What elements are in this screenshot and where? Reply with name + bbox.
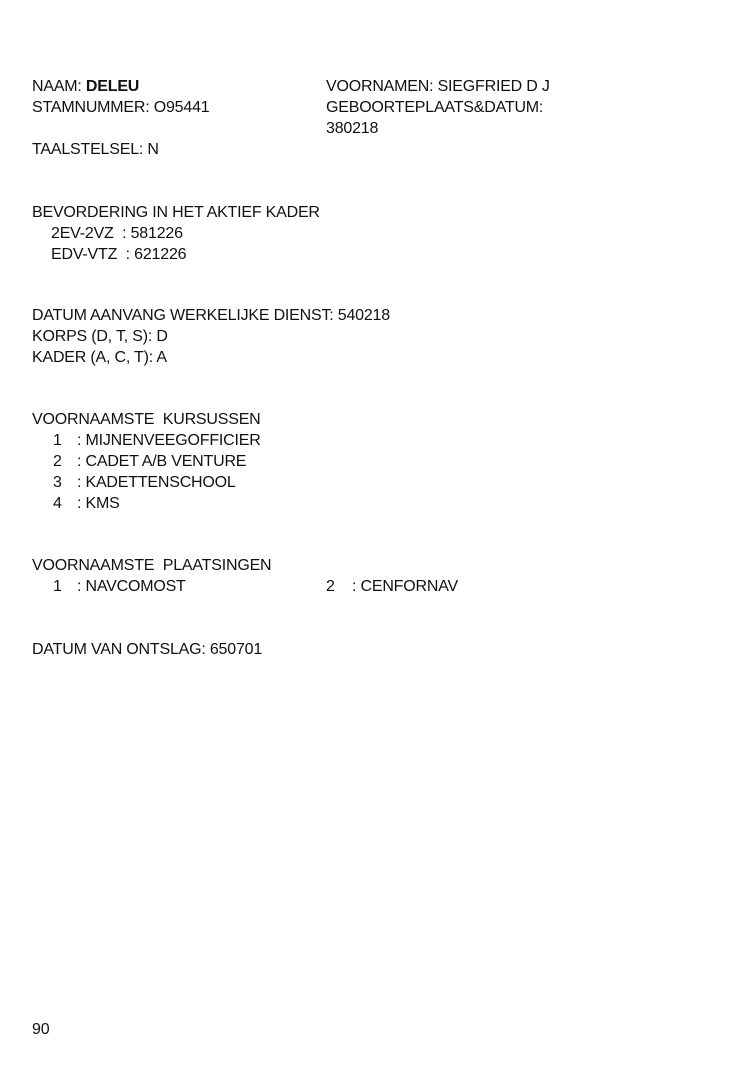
plaatsing-text: : NAVCOMOST xyxy=(77,578,186,595)
kursus-text: : CADET A/B VENTURE xyxy=(77,453,247,470)
plaatsing-text: : CENFORNAV xyxy=(352,578,458,595)
kursus-number: 3 xyxy=(53,474,62,491)
plaatsing-number: 2 xyxy=(326,578,335,595)
plaatsingen-title: VOORNAAMSTE PLAATSINGEN xyxy=(32,557,272,574)
bevordering-title: BEVORDERING IN HET AKTIEF KADER xyxy=(32,204,320,221)
kursus-number: 1 xyxy=(53,432,62,449)
bevordering-item: EDV-VTZ : 621226 xyxy=(51,246,187,263)
kursus-number: 4 xyxy=(53,495,62,512)
naam-value: DELEU xyxy=(85,78,140,95)
plaatsing-number: 1 xyxy=(53,578,62,595)
kader-line: KADER (A, C, T): A xyxy=(32,349,167,366)
naam-label: NAAM: xyxy=(32,78,86,95)
bevordering-item: 2EV-2VZ : 581226 xyxy=(51,225,183,242)
geboorte-value: 380218 xyxy=(326,120,379,137)
kursus-number: 2 xyxy=(53,453,62,470)
kursussen-title: VOORNAAMSTE KURSUSSEN xyxy=(32,411,261,428)
ontslag-line: DATUM VAN ONTSLAG: 650701 xyxy=(32,641,263,658)
voornamen-line: VOORNAMEN: SIEGFRIED D J xyxy=(326,78,550,95)
stamnummer-line: STAMNUMMER: O95441 xyxy=(32,99,210,116)
naam-line xyxy=(32,76,139,97)
kursus-text: : KADETTENSCHOOL xyxy=(77,474,236,491)
aanvang-dienst-line: DATUM AANVANG WERKELIJKE DIENST: 540218 xyxy=(32,307,390,324)
page-number: 90 xyxy=(32,1021,50,1038)
geboorte-label: GEBOORTEPLAATS&DATUM: xyxy=(326,99,544,116)
taalstelsel-line: TAALSTELSEL: N xyxy=(32,141,159,158)
kursus-text: : KMS xyxy=(77,495,120,512)
kursus-text: : MIJNENVEEGOFFICIER xyxy=(77,432,261,449)
korps-line: KORPS (D, T, S): D xyxy=(32,328,168,345)
